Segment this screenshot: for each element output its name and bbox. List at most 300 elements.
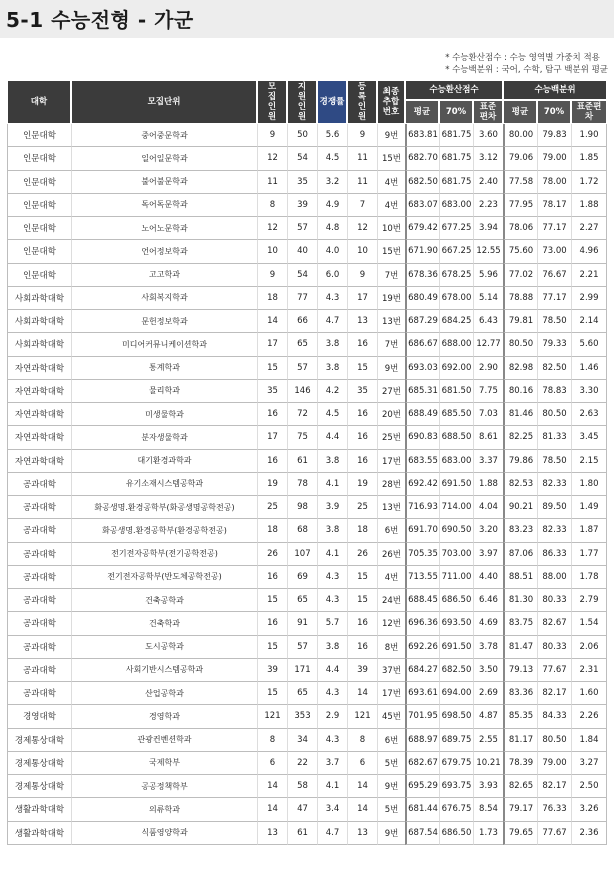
cell-competition: 3.4 — [317, 798, 347, 821]
cell-pct-sd: 1.49 — [571, 496, 607, 519]
cell-final-rank: 6번 — [377, 519, 405, 542]
cell-score-avg: 687.29 — [405, 310, 439, 333]
cell-pct-sd: 2.99 — [571, 287, 607, 310]
cell-pct-sd: 5.60 — [571, 333, 607, 356]
cell-score-sd: 3.20 — [473, 519, 503, 542]
cell-applicants: 75 — [287, 426, 317, 449]
cell-score-avg: 687.54 — [405, 822, 439, 845]
table-row — [7, 543, 607, 566]
cell-score-70: 681.75 — [439, 171, 473, 194]
cell-pct-70: 78.17 — [537, 194, 571, 217]
cell-unit: 문헌정보학과 — [71, 310, 257, 333]
cell-pct-avg: 77.02 — [503, 264, 537, 287]
cell-enrolled: 16 — [347, 426, 377, 449]
cell-competition: 6.0 — [317, 264, 347, 287]
cell-unit: 사회복지학과 — [71, 287, 257, 310]
cell-score-sd: 12.55 — [473, 240, 503, 263]
cell-quota: 14 — [257, 798, 287, 821]
table-row — [7, 403, 607, 426]
cell-pct-avg: 78.39 — [503, 752, 537, 775]
cell-college: 인문대학 — [7, 194, 71, 217]
cell-competition: 5.6 — [317, 124, 347, 147]
table-row — [7, 775, 607, 798]
cell-college: 자연과학대학 — [7, 380, 71, 403]
cell-score-70: 678.00 — [439, 287, 473, 310]
cell-pct-avg: 79.86 — [503, 450, 537, 473]
cell-pct-avg: 79.06 — [503, 147, 537, 170]
cell-enrolled: 14 — [347, 775, 377, 798]
table-row — [7, 566, 607, 589]
table-row — [7, 496, 607, 519]
cell-pct-sd: 2.15 — [571, 450, 607, 473]
cell-college: 인문대학 — [7, 264, 71, 287]
cell-pct-sd: 1.80 — [571, 473, 607, 496]
table-row — [7, 519, 607, 542]
header-competition: 경쟁률 — [317, 80, 347, 124]
cell-quota: 12 — [257, 147, 287, 170]
cell-quota: 9 — [257, 124, 287, 147]
cell-enrolled: 14 — [347, 798, 377, 821]
cell-score-70: 689.75 — [439, 729, 473, 752]
cell-score-sd: 4.69 — [473, 612, 503, 635]
note-percentile: * 수능백분위 : 국어, 수학, 탐구 백분위 평균 — [445, 65, 608, 75]
cell-pct-avg: 77.95 — [503, 194, 537, 217]
cell-score-70: 688.00 — [439, 333, 473, 356]
cell-score-70: 682.50 — [439, 659, 473, 682]
cell-pct-70: 82.17 — [537, 682, 571, 705]
cell-pct-avg: 81.30 — [503, 589, 537, 612]
cell-unit: 국제학부 — [71, 752, 257, 775]
cell-score-sd: 3.78 — [473, 636, 503, 659]
cell-college: 자연과학대학 — [7, 450, 71, 473]
header-pct-70: 70% — [537, 100, 571, 124]
cell-score-70: 681.75 — [439, 147, 473, 170]
cell-applicants: 65 — [287, 682, 317, 705]
cell-final-rank: 25번 — [377, 426, 405, 449]
cell-competition: 3.2 — [317, 171, 347, 194]
cell-pct-sd: 4.96 — [571, 240, 607, 263]
cell-quota: 17 — [257, 333, 287, 356]
table-row — [7, 217, 607, 240]
cell-college: 인문대학 — [7, 217, 71, 240]
cell-score-70: 681.75 — [439, 124, 473, 147]
cell-applicants: 35 — [287, 171, 317, 194]
cell-score-70: 693.50 — [439, 612, 473, 635]
table-row — [7, 589, 607, 612]
cell-competition: 3.8 — [317, 333, 347, 356]
cell-college: 생활과학대학 — [7, 822, 71, 845]
cell-enrolled: 26 — [347, 543, 377, 566]
cell-competition: 4.9 — [317, 194, 347, 217]
cell-pct-70: 78.50 — [537, 450, 571, 473]
cell-score-sd: 3.97 — [473, 543, 503, 566]
cell-unit: 유기소재시스템공학과 — [71, 473, 257, 496]
cell-competition: 4.8 — [317, 217, 347, 240]
cell-competition: 4.0 — [317, 240, 347, 263]
cell-pct-sd: 1.85 — [571, 147, 607, 170]
table-row — [7, 171, 607, 194]
cell-final-rank: 45번 — [377, 705, 405, 728]
cell-final-rank: 7번 — [377, 333, 405, 356]
cell-score-sd: 7.03 — [473, 403, 503, 426]
cell-college: 공과대학 — [7, 543, 71, 566]
cell-pct-avg: 81.17 — [503, 729, 537, 752]
table-row — [7, 380, 607, 403]
cell-pct-sd: 2.21 — [571, 264, 607, 287]
cell-unit: 미생물학과 — [71, 403, 257, 426]
cell-college: 인문대학 — [7, 147, 71, 170]
cell-college: 공과대학 — [7, 682, 71, 705]
cell-pct-sd: 1.84 — [571, 729, 607, 752]
cell-pct-70: 81.33 — [537, 426, 571, 449]
cell-enrolled: 12 — [347, 217, 377, 240]
cell-applicants: 107 — [287, 543, 317, 566]
cell-score-70: 714.00 — [439, 496, 473, 519]
cell-competition: 4.1 — [317, 775, 347, 798]
cell-score-avg: 695.29 — [405, 775, 439, 798]
cell-score-sd: 4.40 — [473, 566, 503, 589]
cell-applicants: 61 — [287, 822, 317, 845]
cell-final-rank: 9번 — [377, 357, 405, 380]
cell-score-sd: 3.94 — [473, 217, 503, 240]
cell-quota: 15 — [257, 589, 287, 612]
header-pct-group: 수능백분위 — [503, 80, 607, 100]
cell-pct-70: 82.33 — [537, 473, 571, 496]
cell-pct-70: 80.50 — [537, 729, 571, 752]
cell-competition: 4.3 — [317, 729, 347, 752]
cell-competition: 4.2 — [317, 380, 347, 403]
cell-final-rank: 4번 — [377, 194, 405, 217]
cell-college: 공과대학 — [7, 473, 71, 496]
header-score-sd: 표준편차 — [473, 100, 503, 124]
cell-applicants: 98 — [287, 496, 317, 519]
cell-score-avg: 705.35 — [405, 543, 439, 566]
cell-applicants: 39 — [287, 194, 317, 217]
cell-quota: 16 — [257, 612, 287, 635]
table-row — [7, 310, 607, 333]
cell-final-rank: 12번 — [377, 612, 405, 635]
table-row — [7, 450, 607, 473]
cell-enrolled: 16 — [347, 612, 377, 635]
cell-college: 인문대학 — [7, 240, 71, 263]
cell-unit: 관광컨벤션학과 — [71, 729, 257, 752]
cell-quota: 14 — [257, 310, 287, 333]
cell-final-rank: 37번 — [377, 659, 405, 682]
cell-score-avg: 716.93 — [405, 496, 439, 519]
table-row — [7, 682, 607, 705]
header-pct-avg: 평균 — [503, 100, 537, 124]
cell-score-avg: 682.67 — [405, 752, 439, 775]
cell-score-70: 667.25 — [439, 240, 473, 263]
cell-score-avg: 682.70 — [405, 147, 439, 170]
table-row — [7, 659, 607, 682]
cell-score-sd: 1.73 — [473, 822, 503, 845]
cell-final-rank: 17번 — [377, 450, 405, 473]
cell-applicants: 353 — [287, 705, 317, 728]
cell-pct-avg: 78.88 — [503, 287, 537, 310]
cell-quota: 39 — [257, 659, 287, 682]
cell-pct-avg: 81.47 — [503, 636, 537, 659]
cell-quota: 15 — [257, 682, 287, 705]
cell-pct-70: 77.17 — [537, 217, 571, 240]
cell-enrolled: 9 — [347, 264, 377, 287]
cell-score-avg: 684.27 — [405, 659, 439, 682]
cell-score-avg: 683.07 — [405, 194, 439, 217]
cell-pct-avg: 75.60 — [503, 240, 537, 263]
cell-score-avg: 683.55 — [405, 450, 439, 473]
cell-score-avg: 678.36 — [405, 264, 439, 287]
cell-pct-avg: 80.50 — [503, 333, 537, 356]
cell-college: 사회과학대학 — [7, 333, 71, 356]
cell-pct-sd: 2.63 — [571, 403, 607, 426]
cell-final-rank: 9번 — [377, 822, 405, 845]
cell-enrolled: 18 — [347, 519, 377, 542]
cell-unit: 불어불문학과 — [71, 171, 257, 194]
cell-score-avg: 688.97 — [405, 729, 439, 752]
cell-score-70: 711.00 — [439, 566, 473, 589]
cell-score-avg: 691.70 — [405, 519, 439, 542]
cell-score-avg: 682.50 — [405, 171, 439, 194]
cell-score-70: 684.25 — [439, 310, 473, 333]
cell-pct-70: 77.67 — [537, 659, 571, 682]
cell-pct-sd: 2.06 — [571, 636, 607, 659]
cell-competition: 4.3 — [317, 566, 347, 589]
cell-applicants: 72 — [287, 403, 317, 426]
cell-enrolled: 19 — [347, 473, 377, 496]
cell-college: 공과대학 — [7, 566, 71, 589]
cell-quota: 16 — [257, 403, 287, 426]
cell-enrolled: 13 — [347, 822, 377, 845]
cell-score-sd: 8.61 — [473, 426, 503, 449]
cell-college: 사회과학대학 — [7, 287, 71, 310]
cell-score-70: 698.50 — [439, 705, 473, 728]
table-row — [7, 194, 607, 217]
cell-score-avg: 679.42 — [405, 217, 439, 240]
cell-pct-avg: 80.00 — [503, 124, 537, 147]
cell-competition: 3.8 — [317, 357, 347, 380]
table-row — [7, 798, 607, 821]
table-row — [7, 822, 607, 845]
notes — [445, 52, 608, 76]
header-enrolled: 등록인원 — [347, 80, 377, 124]
cell-applicants: 91 — [287, 612, 317, 635]
cell-score-sd: 6.46 — [473, 589, 503, 612]
cell-score-sd: 7.75 — [473, 380, 503, 403]
cell-enrolled: 9 — [347, 124, 377, 147]
header-score-70: 70% — [439, 100, 473, 124]
cell-score-avg: 680.49 — [405, 287, 439, 310]
cell-pct-sd: 1.78 — [571, 566, 607, 589]
cell-score-sd: 2.55 — [473, 729, 503, 752]
cell-pct-70: 77.67 — [537, 822, 571, 845]
cell-enrolled: 25 — [347, 496, 377, 519]
cell-unit: 도시공학과 — [71, 636, 257, 659]
results-table — [7, 80, 607, 845]
cell-pct-70: 79.33 — [537, 333, 571, 356]
cell-score-70: 679.75 — [439, 752, 473, 775]
cell-score-sd: 5.14 — [473, 287, 503, 310]
header-unit: 모집단위 — [71, 80, 257, 124]
cell-score-avg: 686.67 — [405, 333, 439, 356]
cell-score-70: 681.50 — [439, 380, 473, 403]
cell-enrolled: 16 — [347, 333, 377, 356]
cell-enrolled: 16 — [347, 636, 377, 659]
cell-applicants: 40 — [287, 240, 317, 263]
cell-pct-70: 88.00 — [537, 566, 571, 589]
cell-unit: 고고학과 — [71, 264, 257, 287]
cell-final-rank: 27번 — [377, 380, 405, 403]
cell-final-rank: 7번 — [377, 264, 405, 287]
cell-college: 경제통상대학 — [7, 775, 71, 798]
cell-competition: 4.3 — [317, 287, 347, 310]
cell-pct-sd: 1.54 — [571, 612, 607, 635]
cell-quota: 121 — [257, 705, 287, 728]
cell-unit: 의류학과 — [71, 798, 257, 821]
cell-score-sd: 10.21 — [473, 752, 503, 775]
cell-quota: 6 — [257, 752, 287, 775]
cell-applicants: 54 — [287, 264, 317, 287]
cell-applicants: 66 — [287, 310, 317, 333]
cell-enrolled: 35 — [347, 380, 377, 403]
table-row — [7, 705, 607, 728]
cell-college: 생활과학대학 — [7, 798, 71, 821]
page-title: 5-1 수능전형 - 가군 — [6, 8, 194, 32]
cell-enrolled: 15 — [347, 589, 377, 612]
cell-pct-70: 79.00 — [537, 752, 571, 775]
cell-unit: 경영학과 — [71, 705, 257, 728]
cell-unit: 물리학과 — [71, 380, 257, 403]
cell-quota: 17 — [257, 426, 287, 449]
cell-score-sd: 2.40 — [473, 171, 503, 194]
cell-score-sd: 8.54 — [473, 798, 503, 821]
cell-score-avg: 671.90 — [405, 240, 439, 263]
cell-score-70: 690.50 — [439, 519, 473, 542]
cell-score-sd: 1.88 — [473, 473, 503, 496]
cell-applicants: 65 — [287, 589, 317, 612]
cell-pct-avg: 80.16 — [503, 380, 537, 403]
table-row — [7, 612, 607, 635]
cell-enrolled: 10 — [347, 240, 377, 263]
cell-final-rank: 15번 — [377, 147, 405, 170]
cell-enrolled: 121 — [347, 705, 377, 728]
cell-pct-avg: 82.53 — [503, 473, 537, 496]
cell-pct-70: 78.00 — [537, 171, 571, 194]
cell-final-rank: 8번 — [377, 636, 405, 659]
cell-score-sd: 2.69 — [473, 682, 503, 705]
cell-unit: 사회기반시스템공학과 — [71, 659, 257, 682]
cell-competition: 3.8 — [317, 450, 347, 473]
cell-applicants: 68 — [287, 519, 317, 542]
cell-pct-avg: 88.51 — [503, 566, 537, 589]
cell-pct-avg: 85.35 — [503, 705, 537, 728]
cell-pct-avg: 87.06 — [503, 543, 537, 566]
cell-unit: 공공정책학부 — [71, 775, 257, 798]
cell-enrolled: 14 — [347, 682, 377, 705]
cell-pct-avg: 83.36 — [503, 682, 537, 705]
header-quota: 모집인원 — [257, 80, 287, 124]
cell-pct-70: 77.17 — [537, 287, 571, 310]
cell-score-70: 691.50 — [439, 473, 473, 496]
cell-college: 사회과학대학 — [7, 310, 71, 333]
cell-quota: 18 — [257, 287, 287, 310]
cell-applicants: 22 — [287, 752, 317, 775]
cell-final-rank: 5번 — [377, 752, 405, 775]
cell-unit: 분자생물학과 — [71, 426, 257, 449]
cell-final-rank: 6번 — [377, 729, 405, 752]
cell-college: 인문대학 — [7, 124, 71, 147]
cell-pct-sd: 3.45 — [571, 426, 607, 449]
cell-score-sd: 4.04 — [473, 496, 503, 519]
cell-enrolled: 8 — [347, 729, 377, 752]
cell-pct-70: 76.33 — [537, 798, 571, 821]
cell-pct-70: 78.83 — [537, 380, 571, 403]
cell-pct-70: 80.33 — [537, 589, 571, 612]
cell-competition: 3.8 — [317, 519, 347, 542]
cell-final-rank: 19번 — [377, 287, 405, 310]
cell-score-sd: 2.23 — [473, 194, 503, 217]
cell-applicants: 47 — [287, 798, 317, 821]
cell-enrolled: 13 — [347, 310, 377, 333]
cell-score-70: 677.25 — [439, 217, 473, 240]
cell-college: 경제통상대학 — [7, 752, 71, 775]
cell-competition: 3.8 — [317, 636, 347, 659]
cell-college: 공과대학 — [7, 612, 71, 635]
cell-applicants: 57 — [287, 217, 317, 240]
cell-score-avg: 696.36 — [405, 612, 439, 635]
cell-applicants: 171 — [287, 659, 317, 682]
header-score-avg: 평균 — [405, 100, 439, 124]
cell-pct-avg: 79.13 — [503, 659, 537, 682]
cell-applicants: 57 — [287, 636, 317, 659]
cell-pct-avg: 82.98 — [503, 357, 537, 380]
cell-quota: 25 — [257, 496, 287, 519]
cell-quota: 16 — [257, 566, 287, 589]
cell-score-70: 688.50 — [439, 426, 473, 449]
cell-pct-sd: 2.31 — [571, 659, 607, 682]
table-body — [7, 124, 607, 845]
cell-score-sd: 3.37 — [473, 450, 503, 473]
cell-score-70: 686.50 — [439, 822, 473, 845]
cell-competition: 4.7 — [317, 822, 347, 845]
cell-pct-avg: 83.75 — [503, 612, 537, 635]
cell-score-70: 703.00 — [439, 543, 473, 566]
cell-college: 공과대학 — [7, 636, 71, 659]
cell-unit: 전기전자공학부(반도체공학전공) — [71, 566, 257, 589]
cell-applicants: 50 — [287, 124, 317, 147]
cell-score-avg: 681.44 — [405, 798, 439, 821]
cell-college: 경제통상대학 — [7, 729, 71, 752]
cell-unit: 전기전자공학부(전기공학전공) — [71, 543, 257, 566]
cell-college: 인문대학 — [7, 171, 71, 194]
cell-unit: 대기환경과학과 — [71, 450, 257, 473]
cell-pct-70: 79.83 — [537, 124, 571, 147]
table-row — [7, 357, 607, 380]
cell-pct-avg: 79.65 — [503, 822, 537, 845]
cell-pct-avg: 79.17 — [503, 798, 537, 821]
cell-pct-70: 84.33 — [537, 705, 571, 728]
cell-enrolled: 11 — [347, 171, 377, 194]
cell-score-sd: 6.43 — [473, 310, 503, 333]
cell-applicants: 61 — [287, 450, 317, 473]
header-pct-sd: 표준편차 — [571, 100, 607, 124]
header-college: 대학 — [7, 80, 71, 124]
cell-enrolled: 16 — [347, 450, 377, 473]
cell-applicants: 57 — [287, 357, 317, 380]
cell-final-rank: 15번 — [377, 240, 405, 263]
cell-quota: 9 — [257, 264, 287, 287]
cell-score-sd: 3.60 — [473, 124, 503, 147]
note-score: * 수능환산점수 : 수능 영역별 가중치 적용 — [445, 53, 600, 63]
